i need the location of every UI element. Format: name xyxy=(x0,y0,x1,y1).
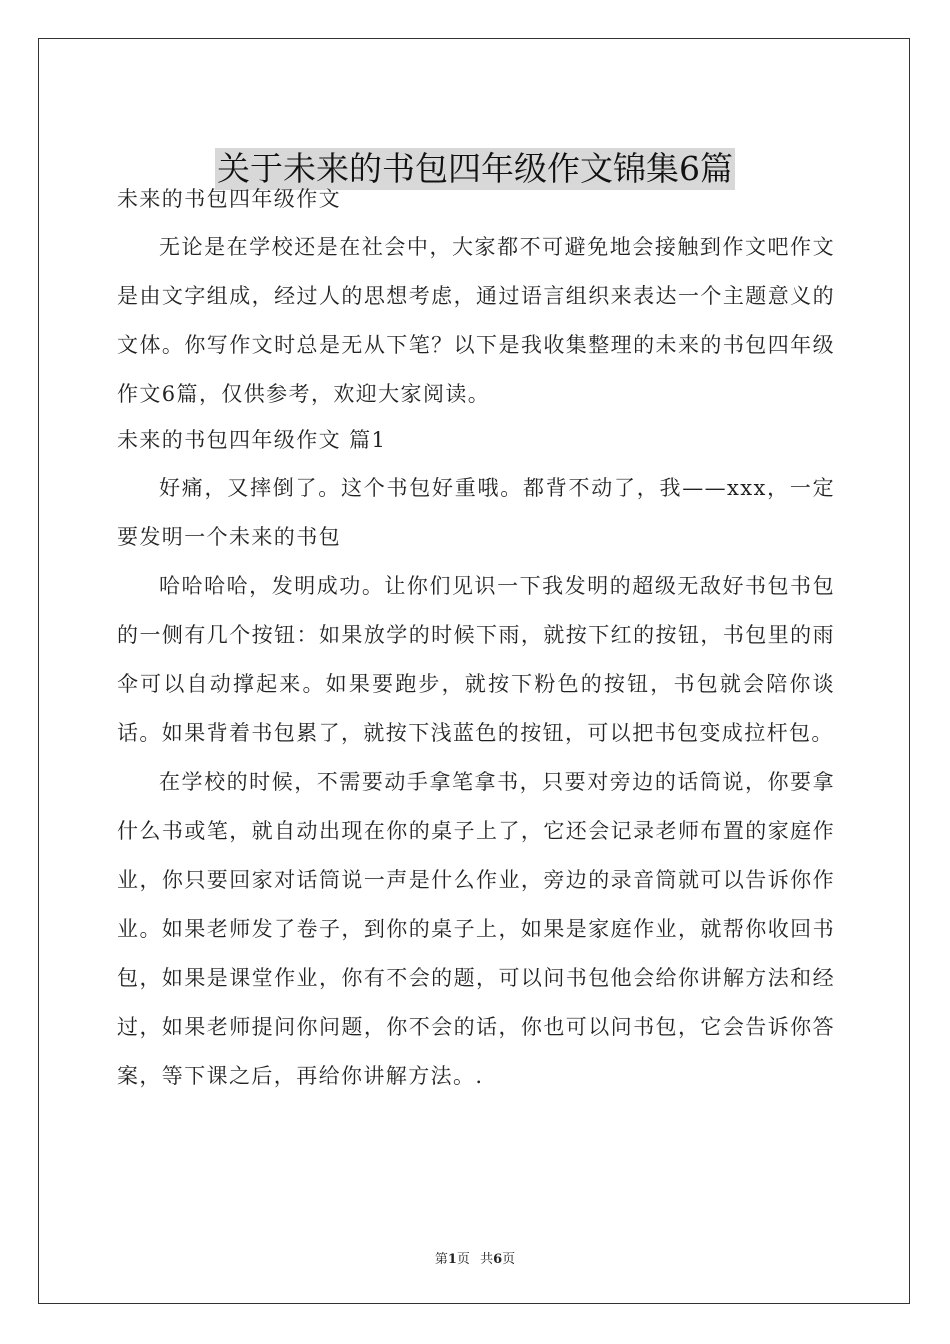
footer-page-suffix: 页 xyxy=(456,1252,470,1267)
footer-total-number: 6 xyxy=(493,1252,503,1267)
page-footer xyxy=(0,1248,950,1267)
essay-paragraph-3: 在学校的时候，不需要动手拿笔拿书，只要对旁边的话筒说，你要拿什么书或笔，就自动出现在你的桌子上了，它还会记录老师布置的家庭作业，你只要回家对话筒说一声是什么作业，旁边的录音筒就可以告诉你作业。如果老师发了卷子，到你的桌子上，如果是家庭作业，就帮你收回书包，如果是课堂作业，你有不会的题，可以问书包他会给你讲解方法和经过，如果老师提问你问题，你不会的话，你也可以问书包，它会告诉你答案，等下课之后，再给你讲解方法。. xyxy=(117,770,835,1088)
essay-paragraph-1: 好痛，又摔倒了。这个书包好重哦。都背不动了，我——xxx，一定要发明一个未来的书包 xyxy=(117,476,835,549)
section-heading-essay-1: 未来的书包四年级作文 篇1 xyxy=(117,428,387,452)
footer-page-number: 1 xyxy=(447,1252,457,1267)
intro-paragraph: 无论是在学校还是在社会中，大家都不可避免地会接触到作文吧作文是由文字组成，经过人的思想考虑，通过语言组织来表达一个主题意义的文体。你写作文时总是无从下笔？以下是我收集整理的未来的书包四年级作文6篇，仅供参考，欢迎大家阅读。 xyxy=(117,235,835,406)
section-heading-intro: 未来的书包四年级作文 xyxy=(117,187,341,211)
footer-total-prefix: 共 xyxy=(480,1252,494,1267)
footer-page-prefix: 第 xyxy=(434,1252,448,1267)
essay-paragraph-2: 哈哈哈哈，发明成功。让你们见识一下我发明的超级无敌好书包书包的一侧有几个按钮：如果放学的时候下雨，就按下红的按钮，书包里的雨伞可以自动撑起来。如果要跑步，就按下粉色的按钮，书包就会陪你谈话。如果背着书包累了，就按下浅蓝色的按钮，可以把书包变成拉杆包。 xyxy=(117,574,835,745)
document-title: 关于未来的书包四年级作文锦集6篇 xyxy=(217,149,733,189)
document-body xyxy=(117,180,835,1101)
footer-total-suffix: 页 xyxy=(502,1252,516,1267)
